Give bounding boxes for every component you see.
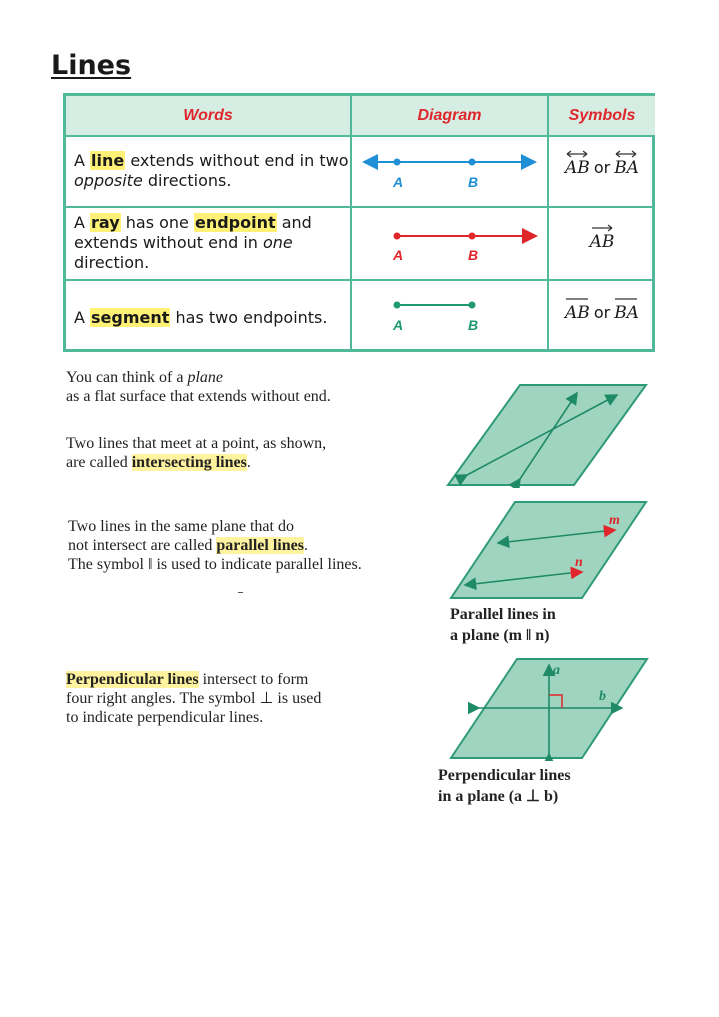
label-a: A	[393, 174, 404, 190]
page-title: Lines	[51, 50, 132, 81]
perpendicular-caption: Perpendicular lines in a plane (a ⊥ b)	[438, 767, 571, 805]
parallel-plane-diagram	[445, 500, 650, 602]
parallel-text: Two lines in the same plane that do not intersect are called parallel lines. The symbol ‖ is used to indicate parallel lines.	[68, 518, 362, 573]
intersecting-text: Two lines that meet at a point, as shown, are called intersecting lines.	[66, 435, 327, 471]
vocabulary-table	[63, 93, 655, 352]
stray-mark	[238, 592, 243, 593]
label-n: n	[575, 555, 583, 570]
label-b: b	[599, 689, 606, 704]
label-b: B	[468, 317, 479, 333]
segment-diagram	[352, 281, 547, 349]
perpendicular-text: Perpendicular lines intersect to form four right angles. The symbol ⊥ is used to indicate perpendicular lines.	[66, 671, 322, 726]
header-symbols: Symbols	[549, 96, 655, 135]
plane-text: You can think of a plane as a flat surface that extends without end.	[66, 369, 331, 405]
label-a: A	[393, 247, 404, 263]
row-line-text: A line extends without end in two opposite directions.	[74, 151, 349, 190]
label-b: B	[468, 247, 479, 263]
point-b	[469, 302, 476, 309]
point-b	[469, 159, 476, 166]
header-diagram: Diagram	[352, 96, 547, 135]
line-symbol: AB or BA	[549, 158, 655, 178]
row-ray-text: A ray has one endpoint and extends without end in one direction.	[74, 213, 312, 272]
ray-symbol: AB	[549, 232, 655, 252]
parallel-caption: Parallel lines in a plane (m ‖ n)	[450, 606, 556, 644]
label-b: B	[468, 174, 479, 190]
header-words: Words	[66, 96, 350, 135]
label-m: m	[609, 513, 620, 528]
segment-symbol: AB or BA	[565, 303, 639, 323]
line-diagram	[352, 137, 547, 206]
intersecting-plane-diagram	[445, 383, 650, 488]
row-segment-text: A segment has two endpoints.	[74, 308, 328, 327]
point-a	[394, 302, 401, 309]
point-a	[394, 159, 401, 166]
label-a: A	[393, 317, 404, 333]
point-a	[394, 233, 401, 240]
perpendicular-plane-diagram	[445, 657, 650, 761]
label-a: a	[553, 663, 560, 678]
ray-diagram	[352, 208, 547, 279]
point-b	[469, 233, 476, 240]
